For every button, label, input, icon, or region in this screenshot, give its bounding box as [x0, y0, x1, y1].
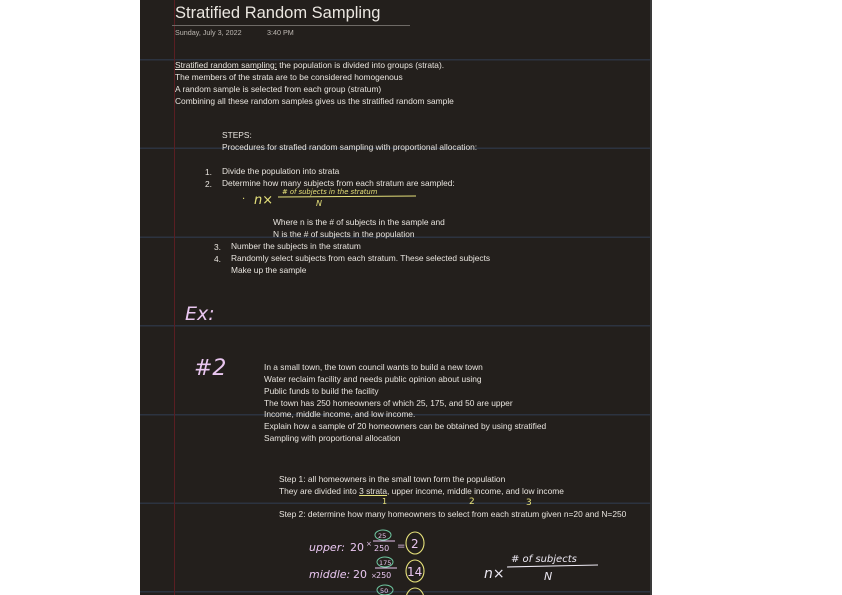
solution-step-1: Step 1: all homeowners in the small town form the population [279, 474, 506, 484]
steps-heading: STEPS: [222, 130, 252, 140]
note-date: Sunday, July 3, 2022 [175, 28, 242, 37]
side-formula-prefix: n× [484, 566, 505, 582]
step-text: Number the subjects in the stratum [231, 241, 361, 251]
example-number-ink [192, 350, 248, 382]
formula-fraction-bar [278, 196, 416, 197]
step-text-continued: Make up the sample [231, 265, 307, 275]
step-text: Divide the population into strata [222, 166, 340, 176]
problem-line: The town has 250 homeowners of which 25, 175, and 50 are upper [264, 398, 513, 408]
formula-prefix: n× [254, 193, 274, 208]
strata-pre: They are divided into [279, 486, 360, 496]
solution-step-2: Step 2: determine how many homeowners to select from each stratum given n=20 and N=250 [279, 509, 627, 519]
intro-line-1 [175, 61, 444, 69]
where-line: Where n is the # of subjects in the sample and [273, 217, 445, 227]
note-page[interactable] [140, 0, 652, 595]
result-circle-lower [406, 588, 424, 595]
step-number: 1. [205, 167, 212, 177]
calc-den-middle: 250 [376, 571, 392, 580]
calc-n-upper: 20 [350, 541, 364, 554]
where-line: N is the # of subjects in the population [273, 229, 415, 239]
term-label: Stratified random sampling: [175, 60, 277, 70]
problem-line: Income, middle income, and low income. [264, 409, 416, 419]
calc-op-upper: × [366, 540, 372, 548]
stratum-mark-3: 3 [526, 498, 532, 508]
calc-eq-upper: = [397, 541, 406, 552]
calc-result-middle: 14 [407, 565, 423, 579]
example-label: Ex: [185, 303, 215, 325]
calc-num-lower: 50 [380, 587, 389, 595]
step-text: Randomly select subjects from each stratum. These selected subjects [231, 253, 491, 263]
stratum-mark-2: 2 [469, 497, 475, 507]
strata-list: , upper income, middle income, and low income [387, 486, 564, 496]
page-title[interactable]: Stratified Random Sampling [175, 4, 381, 22]
step-number: 3. [214, 242, 221, 252]
strata-count: 3 strata [359, 486, 388, 496]
calc-num-upper: 25 [378, 532, 387, 540]
intro-line: Combining all these random samples gives us the stratified random sample [175, 96, 454, 106]
example-label-ink [184, 298, 224, 326]
step-number: 2. [205, 179, 212, 189]
term-definition: the population is divided into groups (strata). [276, 60, 445, 70]
problem-line: In a small town, the town council wants to build a new town [264, 362, 483, 372]
formula-dot: · [242, 194, 246, 205]
steps-subheading: Procedures for strafied random sampling with proportional allocation: [222, 142, 478, 152]
calc-op-middle: × [371, 572, 377, 580]
calc-result-upper: 2 [411, 537, 419, 551]
formula-denominator: N [316, 199, 322, 208]
note-time: 3:40 PM [267, 28, 294, 37]
calc-den-upper: 250 [374, 544, 390, 553]
problem-line: Explain how a sample of 20 homeowners can be obtained by using stratified [264, 421, 547, 431]
calc-n-middle: 20 [353, 568, 367, 581]
stratum-mark-1: 1 [382, 497, 388, 506]
calc-label-middle: middle: [309, 568, 351, 581]
intro-line: The members of the strata are to be considered homogenous [175, 72, 403, 82]
side-formula-numerator: # of subjects [511, 554, 577, 565]
handwritten-calculations [305, 527, 445, 595]
side-formula [483, 548, 613, 584]
side-formula-denominator: N [544, 570, 553, 583]
calc-num-middle: 175 [379, 559, 392, 567]
strata-number-marks [380, 494, 540, 508]
handwritten-formula [240, 185, 440, 211]
calc-label-upper: upper: [309, 541, 345, 554]
side-formula-bar [507, 565, 598, 567]
title-divider [172, 25, 410, 26]
problem-line: Water reclaim facility and needs public opinion about using [264, 374, 482, 384]
example-number: #2 [194, 356, 227, 381]
step-number: 4. [214, 254, 221, 264]
problem-line: Sampling with proportional allocation [264, 433, 401, 443]
step-text: Determine how many subjects from each stratum are sampled: [222, 178, 455, 188]
formula-numerator: # of subjects in the stratum [282, 188, 378, 196]
intro-line: A random sample is selected from each group (stratum) [175, 84, 382, 94]
problem-line: Public funds to build the facility [264, 386, 379, 396]
